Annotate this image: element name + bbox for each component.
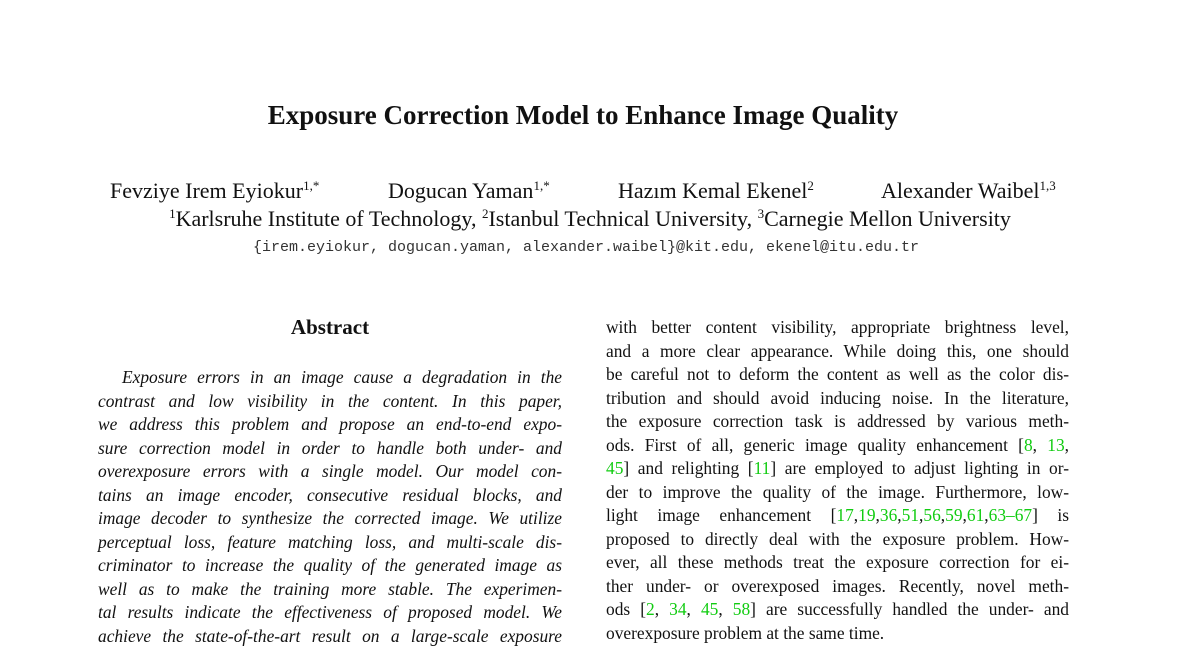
citation-link[interactable]: 13 [1047,434,1065,455]
citation-link[interactable]: 59 [945,505,963,525]
body-line [606,457,1069,481]
author-2 [388,176,550,206]
introduction-column [606,316,1069,645]
body-line [606,316,1069,340]
citation-link[interactable]: 58 [732,599,751,619]
citation-link[interactable]: 61 [966,505,985,525]
body-text: , [654,599,670,619]
citation-link[interactable]: 56 [923,505,941,525]
abstract-line: achieve the state-of-the-art result on a large-scale exposure [98,625,562,646]
body-text: tribution and should avoid inducing noise. In the literature, [606,387,1069,408]
body-text: ] are employed to adjust lighting in or- [770,458,1069,478]
body-text: ods [ [606,599,647,619]
body-text: and a more clear appearance. While doing this, one should [606,340,1069,361]
body-text: light image enhancement [ [606,505,837,525]
citation-link[interactable]: 17 [836,505,854,525]
citation-link[interactable]: 63–67 [988,505,1033,525]
abstract-line: overexposure errors with a single model. Our model con- [98,461,562,481]
author-affil-mark: 1,3 [1039,178,1056,193]
body-text: be careful not to deform the content as well as the color dis- [606,364,1069,384]
body-text: ther under- or overexposed images. Recently, novel meth- [606,575,1069,596]
body-text: , [718,599,733,619]
author-list [0,176,1200,206]
affil-mark: 2 [481,206,489,221]
author-emails: {irem.eyiokur, dogucan.yaman, alexander.waibel}@kit.edu, ekenel@itu.edu.tr [252,239,920,256]
author-affil-mark: 1,* [303,178,320,193]
abstract-line: tal results indicate the effectiveness of proposed model. We [98,602,562,622]
author-1 [110,176,319,206]
citation-link[interactable]: 36 [879,505,898,525]
affil-mark: 3 [757,206,765,221]
citation-link[interactable]: 45 [700,599,719,619]
body-text: overexposure problem at the same time. [606,622,885,643]
affiliations [0,204,1180,234]
abstract-line: contrast and low visibility in the content. In this paper, [98,390,562,411]
citation-link[interactable]: 51 [901,505,920,525]
abstract-heading: Abstract [290,315,370,339]
abstract-line: perceptual loss, feature matching loss, and multi-scale dis- [98,531,562,552]
body-text: , [919,505,924,525]
body-line [606,434,1069,458]
body-line [606,528,1069,552]
abstract-line: image decoder to synthesize the corrected image. We utilize [98,508,562,528]
body-text: with better content visibility, appropriate brightness level, [606,317,1069,337]
body-line [606,598,1069,622]
body-text: , [853,505,859,525]
body-text: ] are successfully handled the under- and [750,599,1069,619]
affiliation-name: Istanbul Technical University, [488,206,758,231]
body-text: , [984,505,989,525]
body-text: , [897,505,902,525]
abstract-line: criminator to increase the quality of the generated image as [98,555,562,575]
affiliation-name: Carnegie Mellon University [764,206,1011,231]
body-line [606,551,1069,575]
author-name: Hazım Kemal Ekenel [618,178,808,203]
author-name: Dogucan Yaman [388,178,534,203]
author-4 [881,176,1056,206]
body-line [606,410,1069,434]
body-text: , [962,505,967,525]
author-name: Alexander Waibel [881,178,1040,203]
body-line [606,504,1069,528]
abstract-line: well as to make the training more stable. The experimen- [98,578,562,599]
body-line [606,481,1069,505]
author-affil-mark: 1,* [533,178,550,193]
citation-link[interactable]: 45 [606,458,624,478]
body-text: ] is [1032,505,1069,525]
body-text: proposed to directly deal with the exposure problem. How- [606,528,1069,549]
abstract-line: sure correction model in order to handle both under- and [98,437,562,458]
affiliation-name: Karlsruhe Institute of Technology, [175,206,482,231]
affil-mark: 1 [169,206,176,221]
citation-link[interactable]: 34 [669,599,687,619]
body-text: , [1064,434,1070,455]
citation-link[interactable]: 11 [753,458,771,478]
body-text: , [686,599,701,619]
abstract-line: we address this problem and propose an end-to-end expo- [98,414,562,434]
author-name: Fevziye Irem Eyiokur [110,178,304,203]
abstract-line: tains an image encoder, consecutive residual blocks, and [98,484,562,505]
body-line [606,363,1069,387]
abstract-line: Exposure errors in an image cause a degradation in the [122,367,562,387]
body-line [606,387,1069,411]
citation-link[interactable]: 8 [1023,434,1033,455]
citation-link[interactable]: 19 [858,505,876,525]
body-text: ever, all these methods treat the exposure correction for ei- [606,552,1069,572]
body-line [606,622,1069,646]
body-line [606,575,1069,599]
body-text: ] and relighting [ [623,458,754,478]
author-affil-mark: 2 [807,178,814,193]
body-line [606,340,1069,364]
body-text: der to improve the quality of the image. Furthermore, low- [606,481,1069,502]
body-text: the exposure correction task is addressed by various meth- [606,411,1069,431]
body-text: , [1032,434,1048,455]
citation-link[interactable]: 2 [646,599,655,619]
paper-title: Exposure Correction Model to Enhance Image Quality [267,100,899,130]
body-text: ods. First of all, generic image quality enhancement [ [606,434,1024,455]
body-text: , [940,505,946,525]
author-3 [618,176,814,206]
abstract-body [98,366,562,648]
body-text: , [875,505,880,525]
